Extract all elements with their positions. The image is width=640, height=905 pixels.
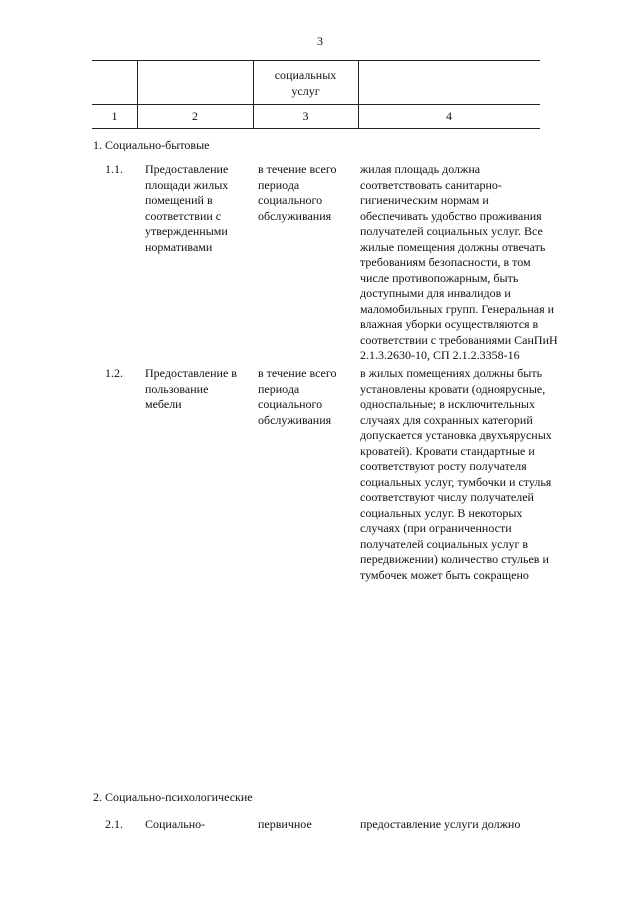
column-number: 3: [302, 109, 309, 123]
column-number: 2: [192, 109, 198, 123]
service-period: в течение всего периода социального обслуживания: [258, 366, 337, 427]
section-title: 1. Социально-бытовые: [93, 138, 210, 152]
table-rule: [92, 128, 540, 129]
table-rule: [92, 60, 540, 61]
service-period: первичное: [258, 817, 312, 831]
page-number: 3: [317, 34, 323, 48]
service-description: предоставление услуги должно: [360, 817, 521, 831]
service-period: в течение всего периода социального обслуживания: [258, 162, 337, 223]
table-rule: [92, 104, 540, 105]
row-number: 1.2.: [105, 366, 123, 380]
header-col3-label: социальных услуг: [274, 68, 337, 98]
row-number: 1.1.: [105, 162, 123, 176]
section-title: 2. Социально-психологические: [93, 790, 253, 804]
column-number: 1: [111, 109, 118, 123]
row-number: 2.1.: [105, 817, 123, 831]
service-description: жилая площадь должна соответствовать санитарно- гигиеническим нормам и обеспечивать удобство проживания получателей социальных услуг. Все жилые помещения должны отвечать требованиям безопасности, в том числе противопожарным, быть доступными для инвалидов и маломобильных групп. Генеральная и влажная уборки осуществляются в соответствии с требованиями СанПиН 2.1.3.2630-10, СП 2.1.2.3358-16: [360, 162, 558, 362]
service-name: Предоставление площади жилых помещений в соответствии с утвержденными нормативами: [145, 162, 229, 254]
service-description: в жилых помещениях должны быть установлены кровати (одноярусные, односпальные; в исключительных случаях для сохранных категорий допускается установка двухъярусных кроватей). Кровати стандартные и соответствуют росту получателя социальных услуг, тумбочки и стулья соответствуют числу получателей социальных услуг. В некоторых случаях (при ограниченности получателей социальных услуг в передвижении) количество стульев и тумбочек может быть сокращено: [360, 366, 552, 582]
column-number: 4: [446, 109, 452, 123]
service-name: Социально-: [145, 817, 206, 831]
service-name: Предоставление в пользование мебели: [145, 366, 237, 411]
